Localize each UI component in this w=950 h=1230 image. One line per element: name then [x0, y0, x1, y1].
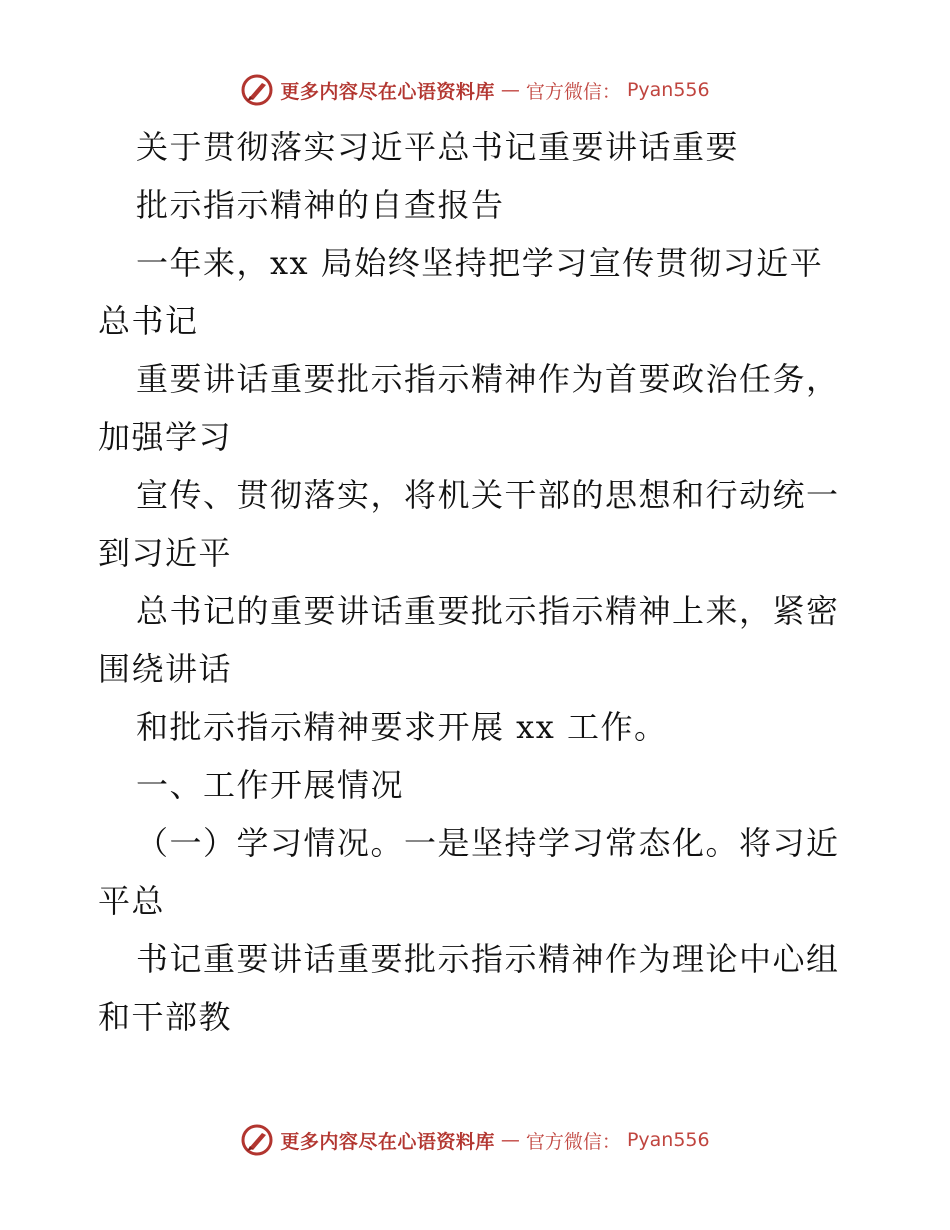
text-line: 重要讲话重要批示指示精神作为首要政治任务， — [136, 360, 840, 398]
watermark-main-text: 更多内容尽在心语资料库 — [280, 80, 495, 103]
watermark-dash: — — [500, 79, 520, 101]
text-line: 一年来，xx 局始终坚持把学习宣传贯彻习近平 — [136, 244, 824, 282]
watermark-main-text: 更多内容尽在心语资料库 — [280, 1130, 495, 1153]
header-watermark — [0, 70, 950, 110]
text-line: 到习近平 — [98, 534, 233, 572]
text-line: 围绕讲话 — [98, 650, 233, 688]
text-line: 书记重要讲话重要批示指示精神作为理论中心组 — [136, 940, 840, 978]
text-line: 总书记的重要讲话重要批示指示精神上来，紧密 — [136, 592, 840, 630]
watermark-sub-text: 官方微信： — [525, 80, 621, 103]
text-line: 一、工作开展情况 — [136, 766, 405, 804]
quill-logo-icon — [240, 73, 274, 107]
watermark-dash: — — [500, 1129, 520, 1151]
text-line: 和批示指示精神要求开展 xx 工作。 — [136, 708, 668, 746]
text-line: 总书记 — [98, 302, 199, 340]
text-line: 关于贯彻落实习近平总书记重要讲话重要 — [136, 128, 740, 166]
document-body — [98, 118, 858, 1046]
quill-logo-icon — [240, 1123, 274, 1157]
watermark-wechat-id: Pyan556 — [626, 79, 710, 101]
watermark-sub-text: 官方微信： — [525, 1130, 621, 1153]
watermark-wechat-id: Pyan556 — [626, 1129, 710, 1151]
text-line: （一）学习情况。一是坚持学习常态化。将习近 — [136, 824, 840, 862]
text-line: 宣传、贯彻落实，将机关干部的思想和行动统一 — [136, 476, 840, 514]
text-line: 和干部教 — [98, 998, 233, 1036]
text-line: 加强学习 — [98, 418, 233, 456]
text-line: 批示指示精神的自查报告 — [136, 186, 505, 224]
footer-watermark — [0, 1120, 950, 1160]
text-line: 平总 — [98, 882, 166, 920]
